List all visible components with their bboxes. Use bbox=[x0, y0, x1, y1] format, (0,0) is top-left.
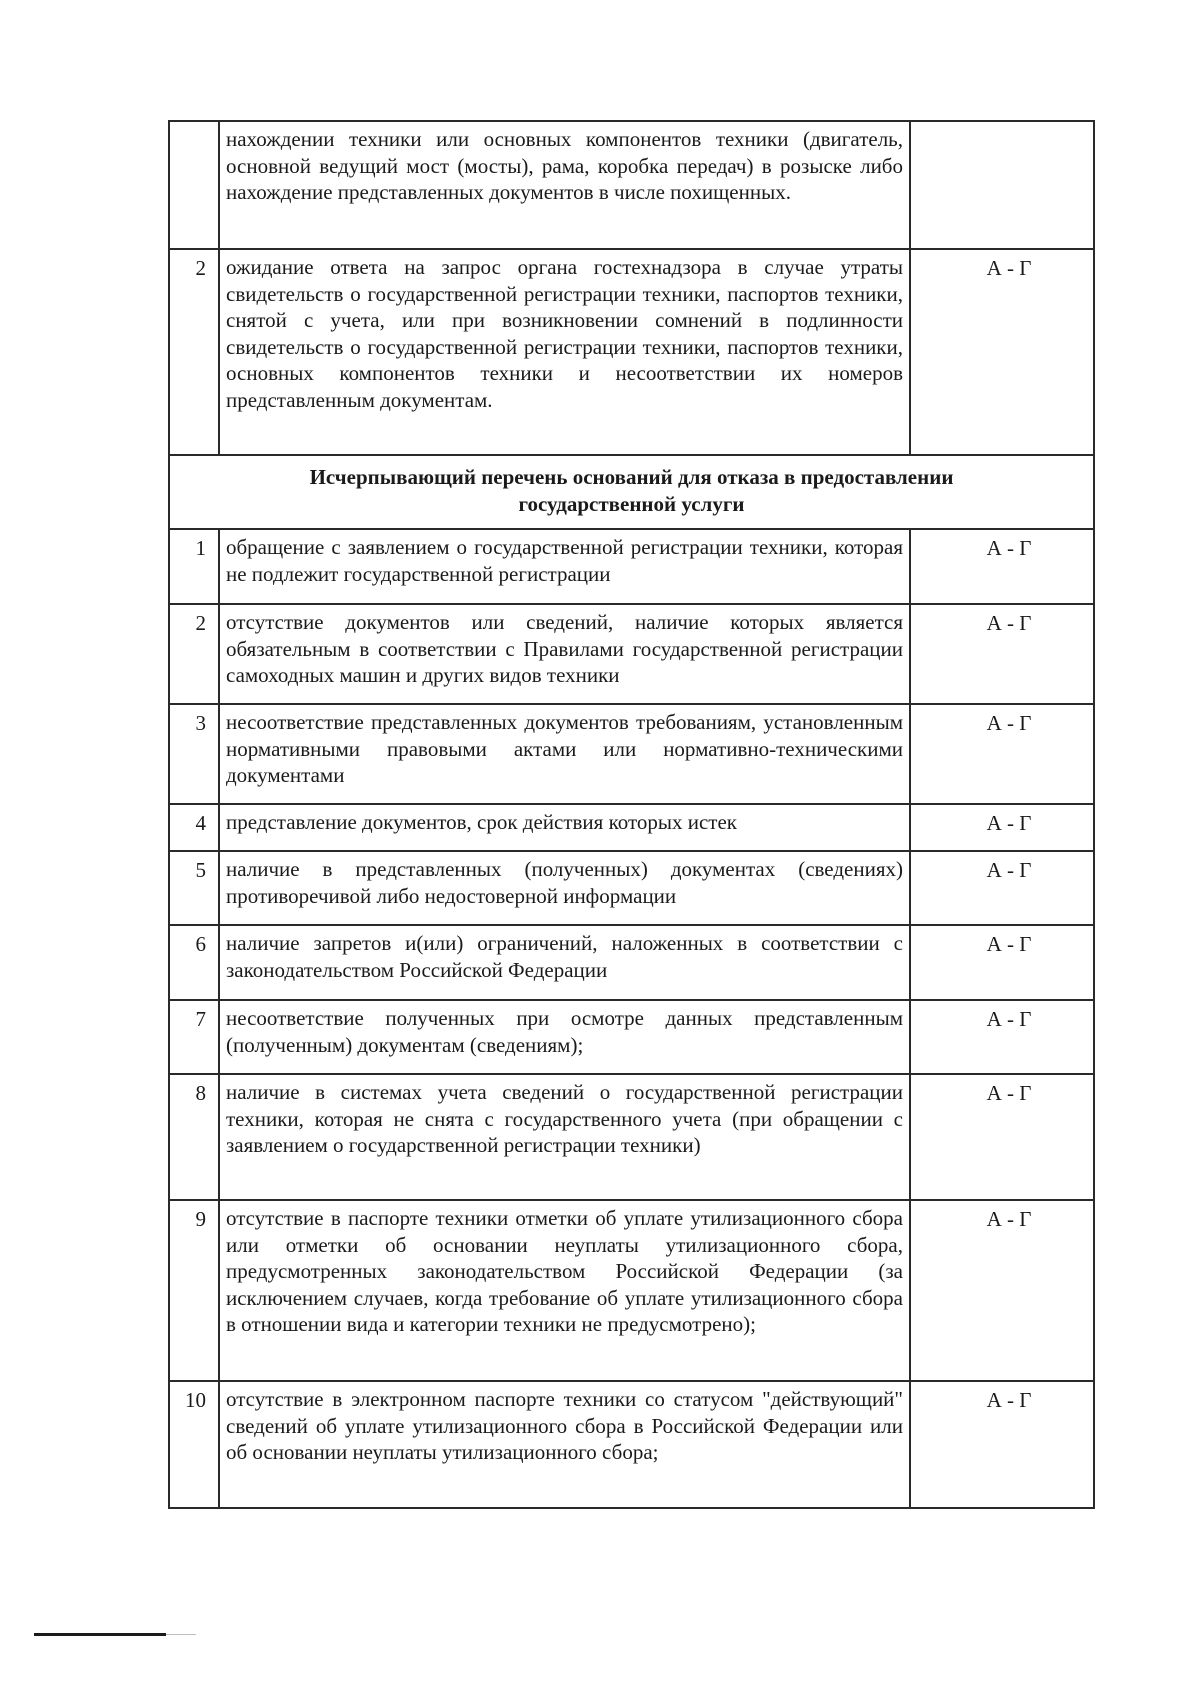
row-text: наличие запретов и(или) ограничений, наложенных в соответствии с законодательством Российской Федерации bbox=[219, 925, 910, 1000]
row-code bbox=[910, 121, 1094, 249]
row-text: представление документов, срок действия которых истек bbox=[219, 804, 910, 851]
row-text: нахождении техники или основных компонентов техники (двигатель, основной ведущий мост (мосты), рама, коробка передач) в розыске либо нахождение представленных документов в числе похищенных. bbox=[219, 121, 910, 249]
row-code: А - Г bbox=[910, 704, 1094, 804]
row-text: ожидание ответа на запрос органа гостехнадзора в случае утраты свидетельств о государственной регистрации техники, паспортов техники, снятой с учета, или при возникновении сомнений в подлинности свидетельств о государственной регистрации техники, паспортов техники, основных компонентов техники и несоответствии их номеров представленным документам. bbox=[219, 249, 910, 455]
row-code: А - Г bbox=[910, 925, 1094, 1000]
row-number: 8 bbox=[169, 1074, 219, 1200]
row-code: А - Г bbox=[910, 1200, 1094, 1381]
table-row bbox=[169, 529, 1094, 604]
row-number: 10 bbox=[169, 1381, 219, 1508]
row-code: А - Г bbox=[910, 249, 1094, 455]
row-number bbox=[169, 121, 219, 249]
row-number: 2 bbox=[169, 604, 219, 704]
row-number: 9 bbox=[169, 1200, 219, 1381]
row-number: 7 bbox=[169, 1000, 219, 1074]
row-text: отсутствие в электронном паспорте техники со статусом "действующий" сведений об уплате утилизационного сбора в Российской Федерации или об основании неуплаты утилизационного сбора; bbox=[219, 1381, 910, 1508]
table-row bbox=[169, 1000, 1094, 1074]
row-text: отсутствие документов или сведений, наличие которых является обязательным в соответствии с Правилами государственной регистрации самоходных машин и других видов техники bbox=[219, 604, 910, 704]
row-number: 3 bbox=[169, 704, 219, 804]
row-text: отсутствие в паспорте техники отметки об уплате утилизационного сбора или отметки об основании неуплаты утилизационного сбора, предусмотренных законодательством Российской Федерации (за исключением случаев, когда требование об уплате утилизационного сбора в отношении вида и категории техники не предусмотрено); bbox=[219, 1200, 910, 1381]
row-code: А - Г bbox=[910, 851, 1094, 925]
table-row bbox=[169, 851, 1094, 925]
table-row bbox=[169, 1381, 1094, 1508]
row-number: 5 bbox=[169, 851, 219, 925]
footnote-separator-tail bbox=[166, 1634, 196, 1635]
row-code: А - Г bbox=[910, 529, 1094, 604]
row-text: обращение с заявлением о государственной регистрации техники, которая не подлежит государственной регистрации bbox=[219, 529, 910, 604]
row-number: 2 bbox=[169, 249, 219, 455]
table-row bbox=[169, 604, 1094, 704]
section-heading-line: Исчерпывающий перечень оснований для отказа в предоставлении bbox=[309, 465, 954, 489]
footnote-separator bbox=[34, 1633, 166, 1636]
row-text: наличие в представленных (полученных) документах (сведениях) противоречивой либо недостоверной информации bbox=[219, 851, 910, 925]
table-row bbox=[169, 121, 1094, 249]
row-text: несоответствие полученных при осмотре данных представленным (полученным) документам (сведениям); bbox=[219, 1000, 910, 1074]
section-heading bbox=[169, 455, 1094, 529]
row-text: наличие в системах учета сведений о государственной регистрации техники, которая не снята с государственного учета (при обращении с заявлением о государственной регистрации техники) bbox=[219, 1074, 910, 1200]
table-row bbox=[169, 1074, 1094, 1200]
table-row bbox=[169, 249, 1094, 455]
row-code: А - Г bbox=[910, 1074, 1094, 1200]
row-text: несоответствие представленных документов требованиям, установленным нормативными правовыми актами или нормативно-техническими документами bbox=[219, 704, 910, 804]
row-code: А - Г bbox=[910, 1000, 1094, 1074]
row-code: А - Г bbox=[910, 604, 1094, 704]
row-number: 4 bbox=[169, 804, 219, 851]
row-code: А - Г bbox=[910, 1381, 1094, 1508]
row-code: А - Г bbox=[910, 804, 1094, 851]
row-number: 1 bbox=[169, 529, 219, 604]
table-row bbox=[169, 1200, 1094, 1381]
regulation-table bbox=[168, 120, 1095, 1509]
section-heading-line: государственной услуги bbox=[518, 491, 745, 516]
table-row bbox=[169, 704, 1094, 804]
table-row bbox=[169, 804, 1094, 851]
section-heading-row bbox=[169, 455, 1094, 529]
row-number: 6 bbox=[169, 925, 219, 1000]
table-row bbox=[169, 925, 1094, 1000]
